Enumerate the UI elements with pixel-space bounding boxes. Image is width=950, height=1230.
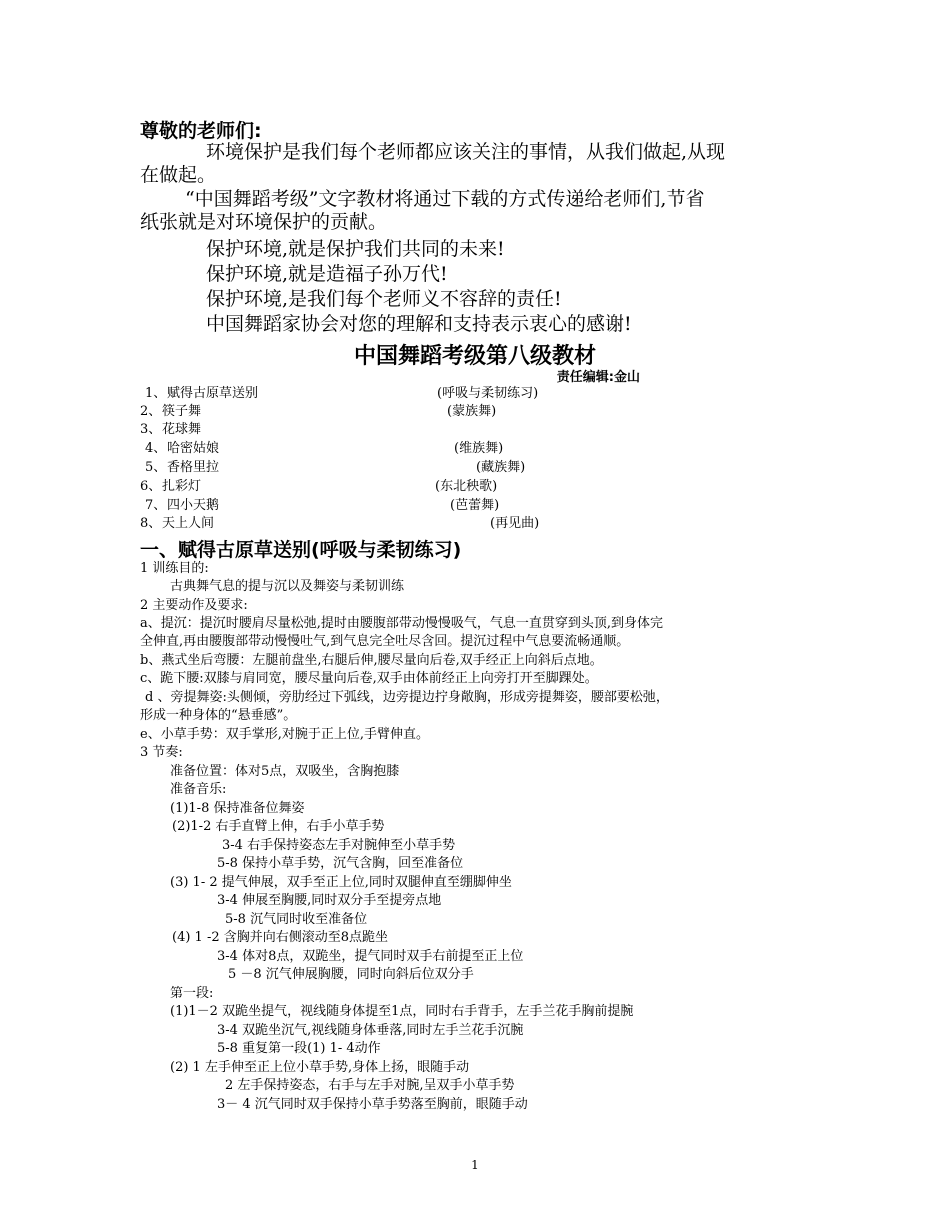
slogan-2: 保护环境,就是造福子孙万代! <box>206 263 448 285</box>
body-line: 2 左手保持姿态，右手与左手对腕,呈双手小草手势 <box>225 1078 515 1093</box>
body-line: 第一段: <box>170 986 214 1001</box>
body-line: (1)1－2 双跪坐提气，视线随身体提至1点，同时右手背手，左手兰花手胸前提腕 <box>170 1004 634 1019</box>
body-line: (1)1-8 保持准备位舞姿 <box>170 801 305 816</box>
body-line: a、提沉：提沉时腰肩尽量松弛,提时由腰腹部带动慢慢吸气，气息一直贯穿到头顶,到身体完 <box>140 616 664 631</box>
body-line: 3 节奏: <box>140 745 183 760</box>
body-line: 2 主要动作及要求: <box>140 598 248 613</box>
body-line: 全伸直,再由腰腹部带动慢慢吐气,到气息完全吐尽含回。提沉过程中气息要流畅通顺。 <box>140 634 630 649</box>
salutation: 尊敬的老师们: <box>140 120 262 142</box>
slogan-1: 保护环境,就是保护我们共同的未来! <box>206 238 505 260</box>
body-line: e、小草手势：双手掌形,对腕于正上位,手臂伸直。 <box>140 727 429 742</box>
body-line: 3-4 体对8点，双跪坐，提气同时双手右前提至正上位 <box>217 949 524 964</box>
body-line: 5 －8 沉气伸展胸腰，同时向斜后位双分手 <box>228 967 474 982</box>
paragraph-1-line-1: 环境保护是我们每个老师都应该关注的事情，从我们做起,从现 <box>206 141 726 163</box>
body-line: 准备位置：体对5点，双吸坐，含胸抱膝 <box>170 764 400 779</box>
editor-credit: 责任编辑:金山 <box>556 370 640 385</box>
body-line: 5-8 沉气同时收至准备位 <box>225 912 368 927</box>
body-line: (4) 1 -2 含胸并向右侧滚动至8点跪坐 <box>172 930 389 945</box>
page-number: 1 <box>471 1158 479 1172</box>
body-line: 古典舞气息的提与沉以及舞姿与柔韧训练 <box>170 579 405 594</box>
body-line: b、燕式坐后弯腰：左腿前盘坐,右腿后伸,腰尽量向后卷,双手经正上向斜后点地。 <box>140 653 603 668</box>
body-line: 3-4 双跪坐沉气,视线随身体垂落,同时左手兰花手沉腕 <box>217 1023 524 1038</box>
paragraph-2-line-2: 纸张就是对环境保护的贡献。 <box>140 211 388 233</box>
paragraph-2-line-1: “中国舞蹈考级”文字教材将通过下载的方式传递给老师们,节省 <box>185 188 705 210</box>
body-line: (2)1-2 右手直臂上伸，右手小草手势 <box>172 819 385 834</box>
body-line: 5-8 保持小草手势，沉气含胸，回至准备位 <box>217 856 464 871</box>
document-title: 中国舞蹈考级第八级教材 <box>353 344 596 369</box>
body-line: 5-8 重复第一段(1) 1- 4动作 <box>217 1041 381 1056</box>
body-line: 3-4 右手保持姿态左手对腕伸至小草手势 <box>222 838 456 853</box>
section-heading: 一、赋得古原草送别(呼吸与柔韧练习) <box>140 539 462 561</box>
body-line: c、跪下腰:双膝与肩同宽，腰尽量向后卷,双手由体前经正上向旁打开至脚踝处。 <box>140 671 598 686</box>
document-page: 尊敬的老师们: 环境保护是我们每个老师都应该关注的事情，从我们做起,从现 在做起。 “中国舞蹈考级”文字教材将通过下载的方式传递给老师们,节省 纸张就是对环境保护的贡献。 保护环境,就是保护我们共同的未来! 保护环境,就是造福子孙万代! 保护环境,是我们每个老师义不容辞的责任! 中国舞蹈家协会对您的理解和支持表示衷心的感谢! 中国舞蹈考级第八级教材 责任编辑:金山 1、 赋得古原草送别 (呼吸与柔韧练习) 2、 筷子舞 (蒙族舞) 3、 花球舞 4、 哈密姑娘 (维族舞) 5、 香格里拉 (藏族舞) 6、 扎彩灯 (东北秧歌) 7、 四小天鹅 (芭蕾舞) 8、 天上人间 (再见曲) 一、赋得古原草送别(呼吸与柔韧练习) 1 训练目的: 古典舞气息的提与沉以及舞姿与柔韧训练 2 主要动作及要求: a、提沉：提沉时腰肩尽量松弛,提时由腰腹部带动慢慢吸气，气息一直贯穿到头顶,到身体完 全伸直,再由腰腹部带动慢慢吐气,到气息完全吐尽含回。提沉过程中气息要流畅通顺。 b、燕式坐后弯腰：左腿前盘坐,右腿后伸,腰尽量向后卷,双手经正上向斜后点地。 c、跪下腰:双膝与肩同宽，腰尽量向后卷,双手由体前经正上向旁打开至脚踝处。 d 、旁提舞姿:头侧倾，旁肋经过下弧线，边旁提边拧身敞胸，形成旁提舞姿，腰部要松弛， 形成一种身体的“悬垂感”。 e、小草手势：双手掌形,对腕于正上位,手臂伸直。 3 节奏: 准备位置：体对5点，双吸坐，含胸抱膝 准备音乐: (1)1-8 保持准备位舞姿 (2)1-2 右手直臂上伸，右手小草手势 3-4 右手保持姿态左手对腕伸至小草手势 5-8 保持小草手势，沉气含胸，回至准备位 (3) 1- 2 提气伸展，双手至正上位,同时双腿伸直至绷脚伸坐 3-4 伸展至胸腰,同时双分手至提旁点地 5-8 沉气同时收至准备位 (4) 1 -2 含胸并向右侧滚动至8点跪坐 3-4 体对8点，双跪坐，提气同时双手右前提至正上位 5 －8 沉气伸展胸腰，同时向斜后位双分手 第一段: (1)1－2 双跪坐提气，视线随身体提至1点，同时右手背手，左手兰花手胸前提腕 3-4 双跪坐沉气,视线随身体垂落,同时左手兰花手沉腕 5-8 重复第一段(1) 1- 4动作 (2) 1 左手伸至正上位小草手势,身体上扬，眼随手动 2 左手保持姿态，右手与左手对腕,呈双手小草手势 3－ 4 沉气同时双手保持小草手势落至胸前，眼随手动 1 <box>0 0 950 1230</box>
slogan-3: 保护环境,是我们每个老师义不容辞的责任! <box>206 288 562 310</box>
body-line: 准备音乐: <box>170 782 227 797</box>
body-line: 3-4 伸展至胸腰,同时双分手至提旁点地 <box>217 893 442 908</box>
paragraph-1-line-2: 在做起。 <box>140 164 217 186</box>
slogan-4: 中国舞蹈家协会对您的理解和支持表示衷心的感谢! <box>206 313 632 335</box>
body-line: d 、旁提舞姿:头侧倾，旁肋经过下弧线，边旁提边拧身敞胸，形成旁提舞姿，腰部要松弛， <box>145 690 669 705</box>
body-line: 形成一种身体的“悬垂感”。 <box>140 708 297 723</box>
body-line: (2) 1 左手伸至正上位小草手势,身体上扬，眼随手动 <box>170 1060 470 1075</box>
body-line: 1 训练目的: <box>140 561 209 576</box>
body-line: 3－ 4 沉气同时双手保持小草手势落至胸前，眼随手动 <box>217 1097 528 1112</box>
body-line: (3) 1- 2 提气伸展，双手至正上位,同时双腿伸直至绷脚伸坐 <box>170 875 512 890</box>
